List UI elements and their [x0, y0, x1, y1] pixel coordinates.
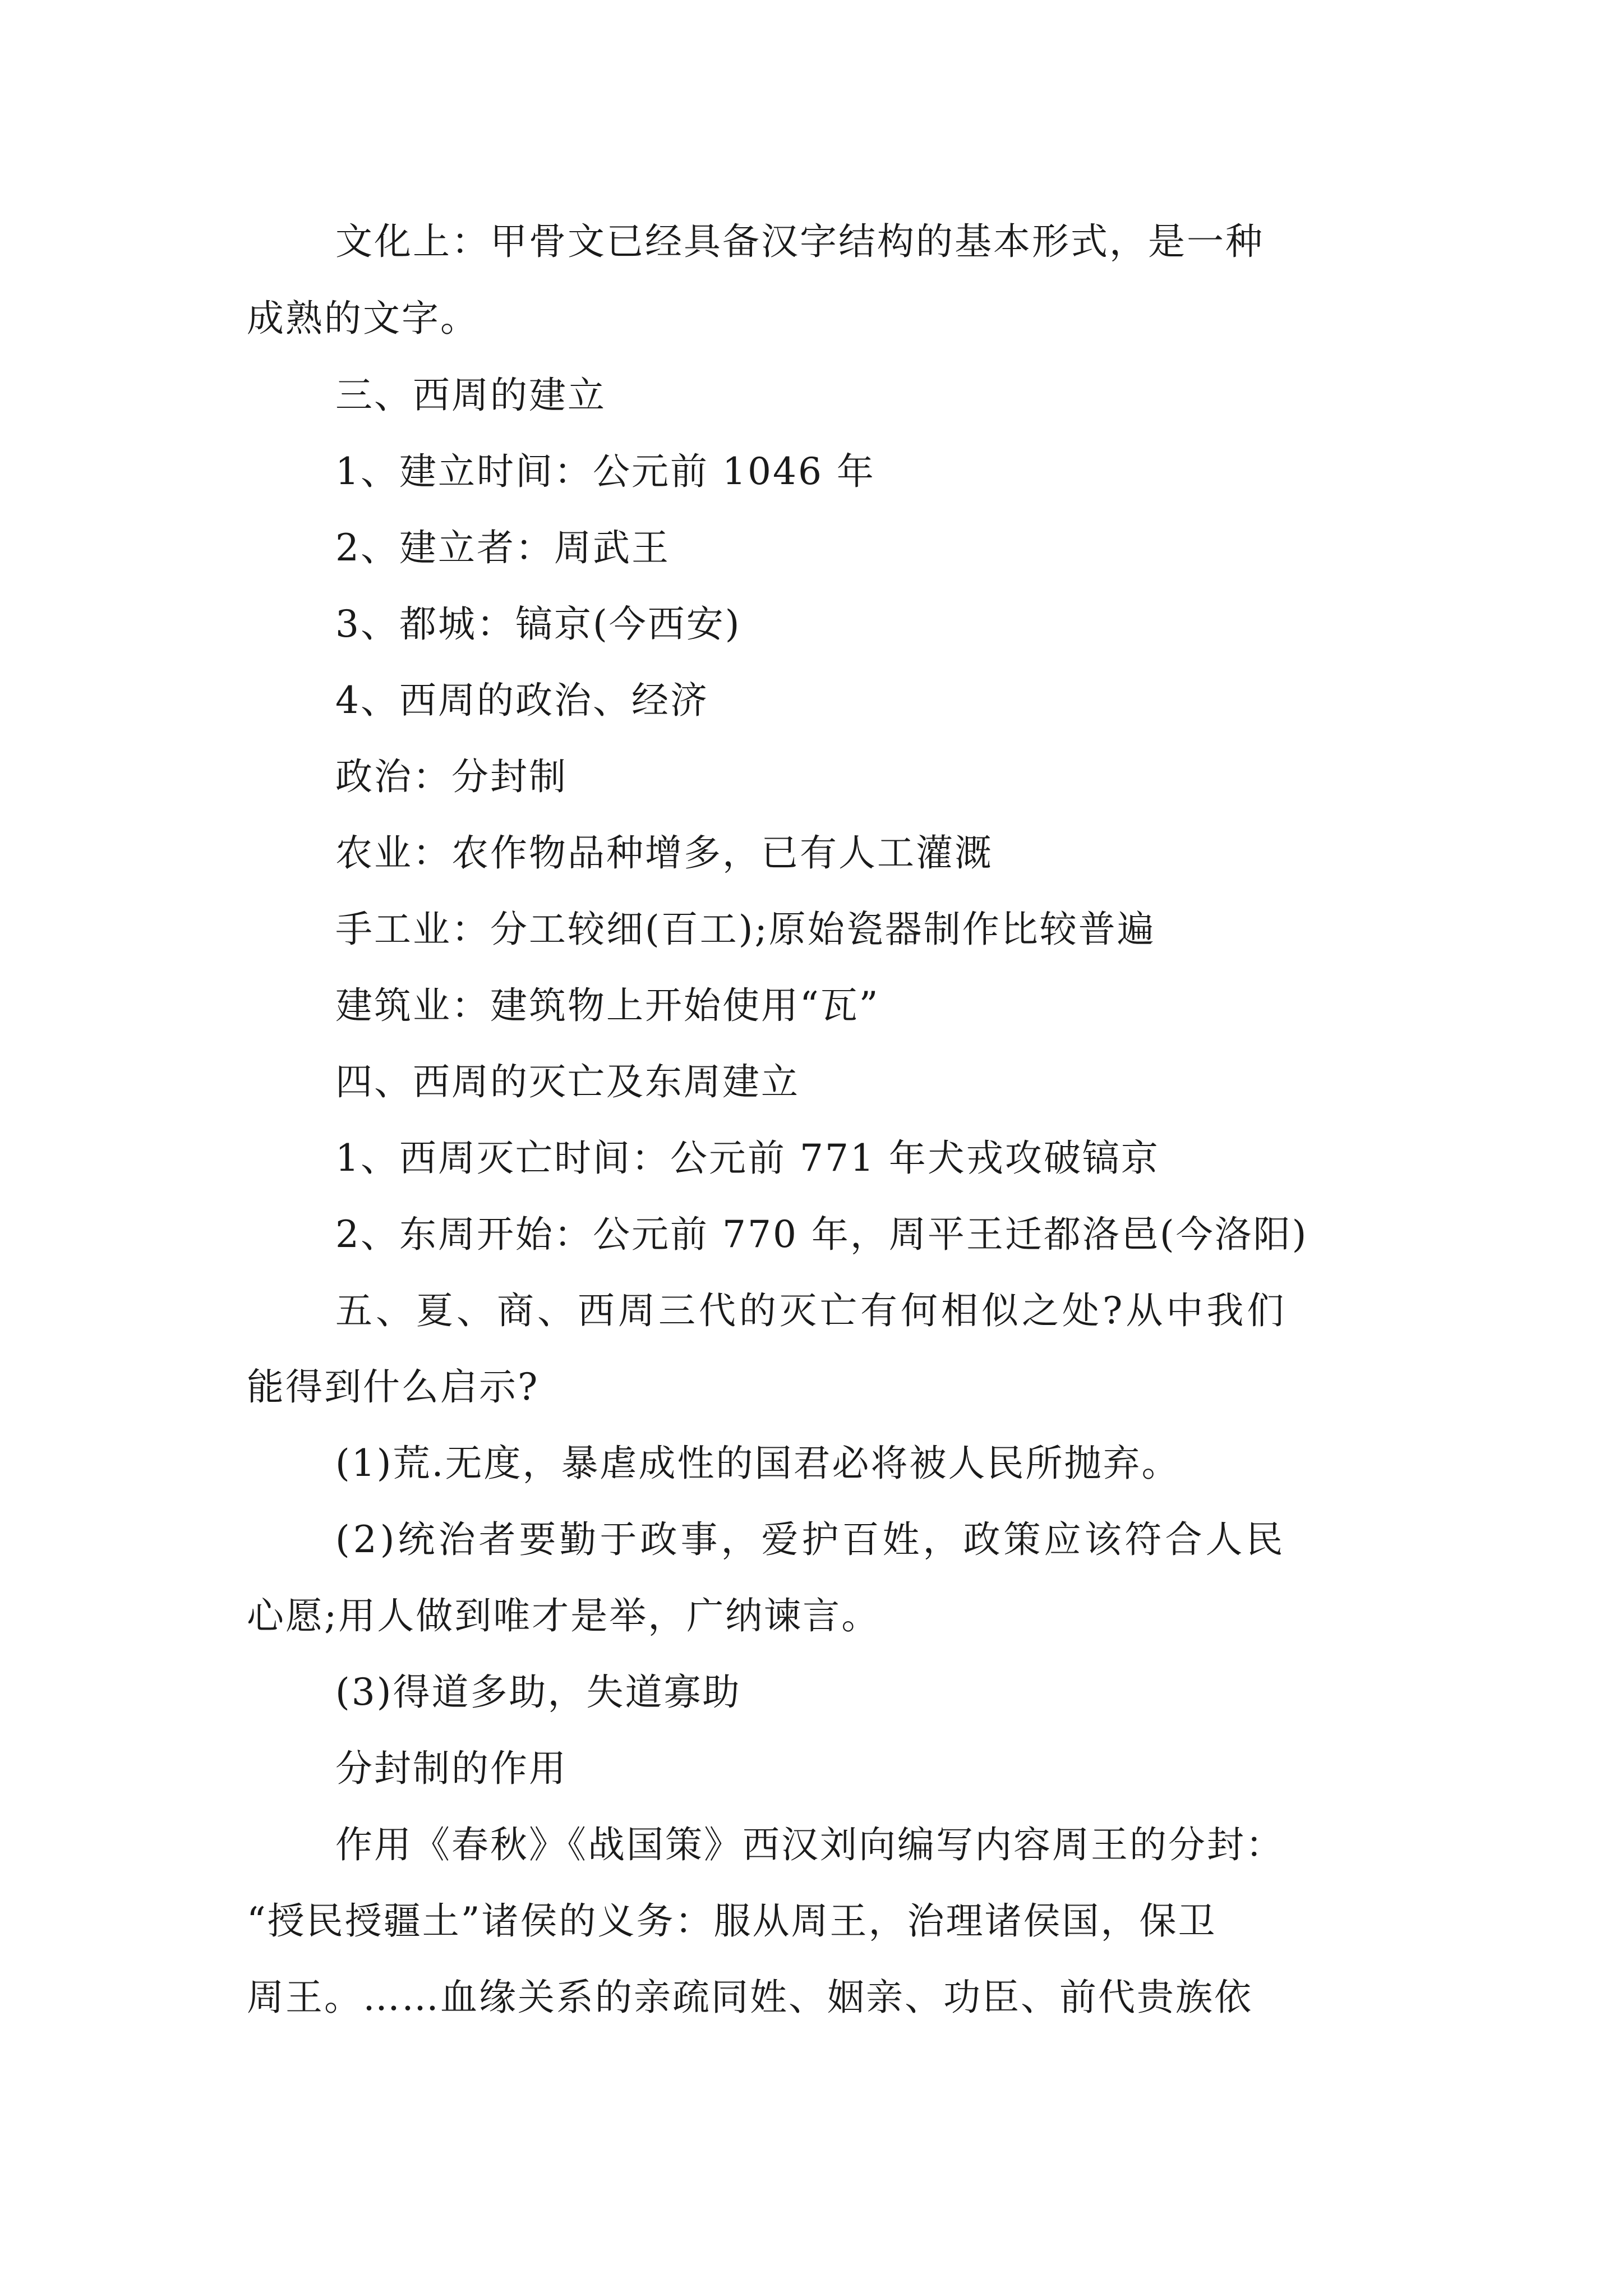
section-heading: 分封制的作用 — [335, 1747, 568, 1790]
list-item: 4、西周的政治、经济 — [335, 679, 709, 722]
list-item: 2、建立者：周武王 — [335, 526, 670, 569]
paragraph-line: 心愿;用人做到唯才是举，广纳谏言。 — [247, 1594, 880, 1637]
list-item: 1、西周灭亡时间：公元前 771 年犬戎攻破镐京 — [335, 1137, 1160, 1180]
section-heading: 四、西周的灭亡及东周建立 — [335, 1060, 800, 1103]
paragraph-line: 文化上：甲骨文已经具备汉字结构的基本形式，是一种 — [335, 220, 1264, 263]
paragraph-line: 周王。……血缘关系的亲疏同姓、姻亲、功臣、前代贵族依 — [247, 1976, 1253, 2019]
list-item: (3)得道多助，失道寡助 — [335, 1671, 741, 1714]
paragraph-line: 建筑业：建筑物上开始使用“瓦” — [335, 984, 880, 1027]
list-item: (1)荒.无度，暴虐成性的国君必将被人民所抛弃。 — [335, 1442, 1181, 1485]
paragraph-line: 能得到什么启示? — [247, 1365, 540, 1409]
list-item: 1、建立时间：公元前 1046 年 — [335, 450, 875, 493]
paragraph-line: 农业：农作物品种增多，已有人工灌溉 — [335, 831, 993, 875]
section-heading: 三、西周的建立 — [335, 374, 606, 417]
list-item: 2、东周开始：公元前 770 年，周平王迁都洛邑(今洛阳) — [335, 1213, 1308, 1256]
section-heading: 五、夏、商、西周三代的灭亡有何相似之处?从中我们 — [335, 1289, 1288, 1332]
paragraph-line: 成熟的文字。 — [247, 297, 479, 340]
paragraph-line: 政治：分封制 — [335, 755, 568, 798]
list-item: 3、都城：镐京(今西安) — [335, 602, 741, 646]
paragraph-line: 手工业：分工较细(百工);原始瓷器制作比较普遍 — [335, 908, 1156, 951]
paragraph-line: “授民授疆土”诸侯的义务：服从周王，治理诸侯国，保卫 — [247, 1899, 1217, 1943]
paragraph-line: 作用《春秋》《战国策》西汉刘向编写内容周王的分封： — [335, 1823, 1284, 1866]
list-item: (2)统治者要勤于政事，爱护百姓，政策应该符合人民 — [335, 1518, 1287, 1561]
